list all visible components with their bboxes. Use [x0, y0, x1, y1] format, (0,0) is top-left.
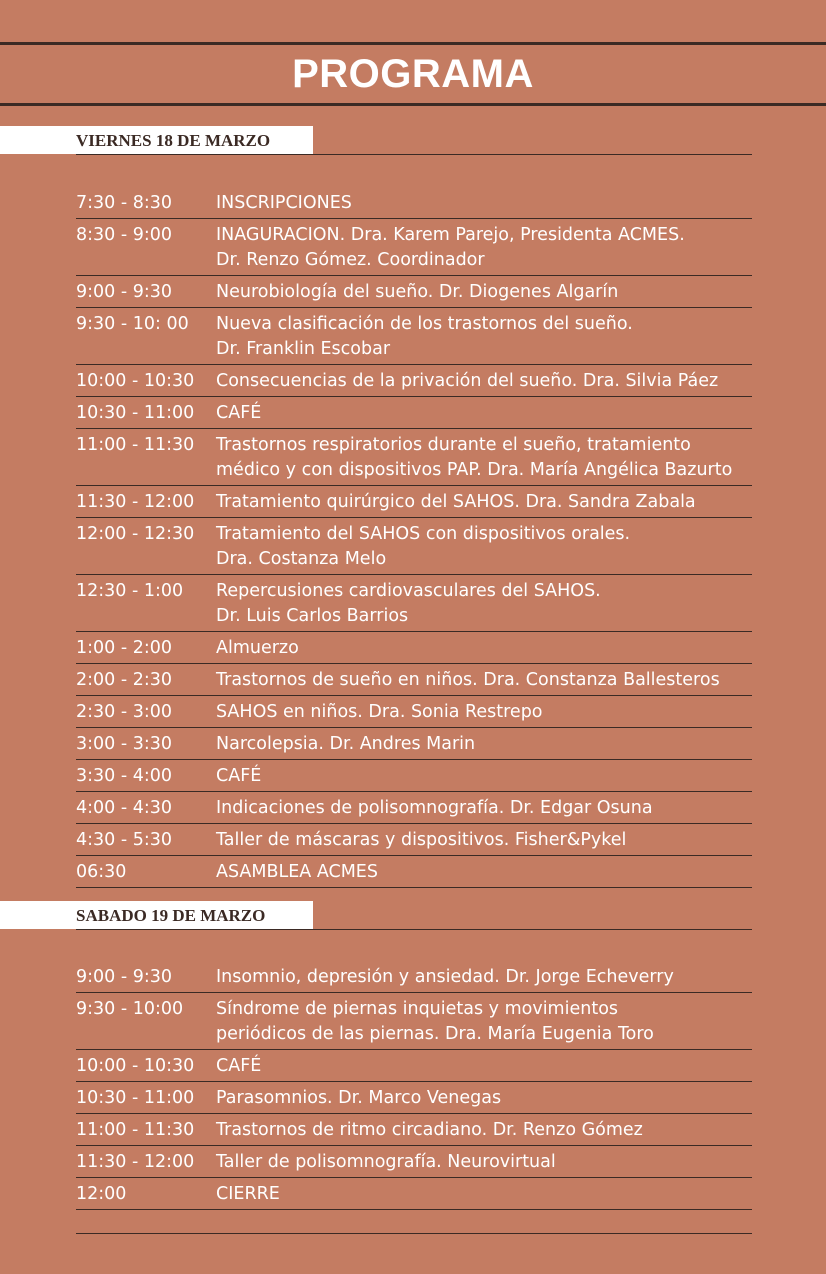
schedule-row	[76, 1146, 752, 1178]
day-header-sabado	[0, 901, 313, 929]
schedule-description	[216, 997, 752, 1047]
schedule-time: 11:30 - 12:00	[76, 492, 195, 512]
schedule-row	[76, 1050, 752, 1082]
schedule-description	[216, 1118, 752, 1143]
schedule-description-line: Neurobiología del sueño. Dr. Diogenes Algarín	[216, 282, 619, 302]
schedule-description-line: Repercusiones cardiovasculares del SAHOS.	[216, 581, 601, 601]
schedule-row	[76, 824, 752, 856]
schedule-row	[76, 397, 752, 429]
schedule-time: 11:00 - 11:30	[76, 1120, 195, 1140]
schedule-row	[76, 308, 752, 365]
schedule-row	[76, 856, 752, 888]
schedule-description-line: Consecuencias de la privación del sueño. Dra. Silvia Páez	[216, 371, 719, 391]
schedule-description	[216, 732, 752, 757]
schedule-description	[216, 668, 752, 693]
schedule-description	[216, 522, 752, 572]
schedule-time: 2:00 - 2:30	[76, 670, 173, 690]
day-header-viernes	[0, 126, 313, 154]
schedule-row	[76, 728, 752, 760]
schedule-time: 2:30 - 3:00	[76, 702, 173, 722]
schedule-description-line: Dra. Costanza Melo	[216, 549, 387, 569]
schedule-description	[216, 490, 752, 515]
schedule-description-line: Dr. Renzo Gómez. Coordinador	[216, 250, 485, 270]
schedule-row	[76, 664, 752, 696]
schedule-description	[216, 223, 752, 273]
schedule-description	[216, 1150, 752, 1175]
schedule-description-line: Síndrome de piernas inquietas y movimientos	[216, 999, 619, 1019]
schedule-description-line: ASAMBLEA ACMES	[216, 862, 378, 882]
schedule-description	[216, 1182, 752, 1207]
schedule-row	[76, 429, 752, 486]
schedule-row	[76, 632, 752, 664]
schedule-row	[76, 187, 752, 219]
schedule-time: 3:00 - 3:30	[76, 734, 173, 754]
schedule-description-line: CIERRE	[216, 1184, 280, 1204]
schedule-description	[216, 280, 752, 305]
schedule-time: 11:00 - 11:30	[76, 435, 195, 455]
schedule-time: 7:30 - 8:30	[76, 193, 173, 213]
day-header-label: SABADO 19 DE MARZO	[76, 906, 266, 925]
schedule-description	[216, 828, 752, 853]
schedule-time: 9:30 - 10: 00	[76, 314, 189, 334]
schedule-description-line: INAGURACION. Dra. Karem Parejo, Presidenta ACMES.	[216, 225, 685, 245]
schedule-description	[216, 700, 752, 725]
schedule-description	[216, 401, 752, 426]
schedule-row	[76, 219, 752, 276]
schedule-description-line: INSCRIPCIONES	[216, 193, 352, 213]
schedule-row	[76, 365, 752, 397]
schedule-row	[76, 792, 752, 824]
schedule-description	[216, 191, 752, 216]
schedule-description-line: Narcolepsia. Dr. Andres Marin	[216, 734, 476, 754]
schedule-description	[216, 764, 752, 789]
schedule-row	[76, 518, 752, 575]
schedule-time: 06:30	[76, 862, 127, 882]
schedule-description-line: Parasomnios. Dr. Marco Venegas	[216, 1088, 502, 1108]
schedule-description-line: SAHOS en niños. Dra. Sonia Restrepo	[216, 702, 543, 722]
schedule-time: 12:30 - 1:00	[76, 581, 184, 601]
day-header-label: VIERNES 18 DE MARZO	[76, 131, 271, 150]
schedule-description	[216, 1086, 752, 1111]
schedule-description	[216, 433, 752, 483]
schedule-description-line: Trastornos de sueño en niños. Dra. Constanza Ballesteros	[216, 670, 720, 690]
schedule-row	[76, 1178, 752, 1210]
schedule-description	[216, 636, 752, 661]
divider	[76, 1233, 752, 1234]
divider	[76, 929, 752, 930]
schedule-row	[76, 575, 752, 632]
schedule-description-line: CAFÉ	[216, 766, 262, 786]
schedule-time: 12:00	[76, 1184, 127, 1204]
schedule-description-line: CAFÉ	[216, 403, 262, 423]
schedule-time: 3:30 - 4:00	[76, 766, 173, 786]
schedule-time: 4:00 - 4:30	[76, 798, 173, 818]
schedule-description-line: periódicos de las piernas. Dra. María Eugenia Toro	[216, 1024, 654, 1044]
schedule-description	[216, 1054, 752, 1079]
schedule-time: 10:00 - 10:30	[76, 1056, 195, 1076]
schedule-list-sabado	[76, 961, 752, 1210]
schedule-time: 1:00 - 2:00	[76, 638, 173, 658]
schedule-time: 10:30 - 11:00	[76, 1088, 195, 1108]
schedule-time: 12:00 - 12:30	[76, 524, 195, 544]
schedule-row	[76, 1082, 752, 1114]
schedule-list-viernes	[76, 187, 752, 888]
schedule-description-line: Trastornos de ritmo circadiano. Dr. Renzo Gómez	[216, 1120, 643, 1140]
schedule-time: 10:00 - 10:30	[76, 371, 195, 391]
schedule-description-line: Dr. Luis Carlos Barrios	[216, 606, 409, 626]
schedule-description	[216, 579, 752, 629]
schedule-description-line: Nueva clasificación de los trastornos del sueño.	[216, 314, 633, 334]
schedule-description-line: Indicaciones de polisomnografía. Dr. Edgar Osuna	[216, 798, 653, 818]
schedule-description-line: médico y con dispositivos PAP. Dra. María Angélica Bazurto	[216, 460, 733, 480]
schedule-description	[216, 965, 752, 990]
schedule-description-line: Tratamiento quirúrgico del SAHOS. Dra. Sandra Zabala	[216, 492, 696, 512]
schedule-description-line: CAFÉ	[216, 1056, 262, 1076]
schedule-description	[216, 312, 752, 362]
schedule-time: 9:00 - 9:30	[76, 282, 173, 302]
schedule-description	[216, 369, 752, 394]
schedule-row	[76, 696, 752, 728]
divider	[76, 154, 752, 155]
schedule-description-line: Tratamiento del SAHOS con dispositivos orales.	[216, 524, 631, 544]
page-title: PROGRAMA	[292, 52, 534, 96]
schedule-time: 9:30 - 10:00	[76, 999, 184, 1019]
schedule-row	[76, 961, 752, 993]
schedule-description-line: Trastornos respiratorios durante el sueño, tratamiento	[216, 435, 691, 455]
schedule-description-line: Dr. Franklin Escobar	[216, 339, 391, 359]
schedule-row	[76, 1114, 752, 1146]
schedule-time: 9:00 - 9:30	[76, 967, 173, 987]
schedule-time: 4:30 - 5:30	[76, 830, 173, 850]
schedule-time: 10:30 - 11:00	[76, 403, 195, 423]
schedule-description	[216, 796, 752, 821]
schedule-description-line: Insomnio, depresión y ansiedad. Dr. Jorge Echeverry	[216, 967, 674, 987]
schedule-row	[76, 276, 752, 308]
schedule-description-line: Taller de máscaras y dispositivos. Fisher&Pykel	[216, 830, 627, 850]
schedule-description-line: Taller de polisomnografía. Neurovirtual	[216, 1152, 556, 1172]
schedule-description-line: Almuerzo	[216, 638, 299, 658]
schedule-row	[76, 760, 752, 792]
schedule-row	[76, 993, 752, 1050]
schedule-row	[76, 486, 752, 518]
schedule-time: 11:30 - 12:00	[76, 1152, 195, 1172]
schedule-time: 8:30 - 9:00	[76, 225, 173, 245]
schedule-description	[216, 860, 752, 885]
